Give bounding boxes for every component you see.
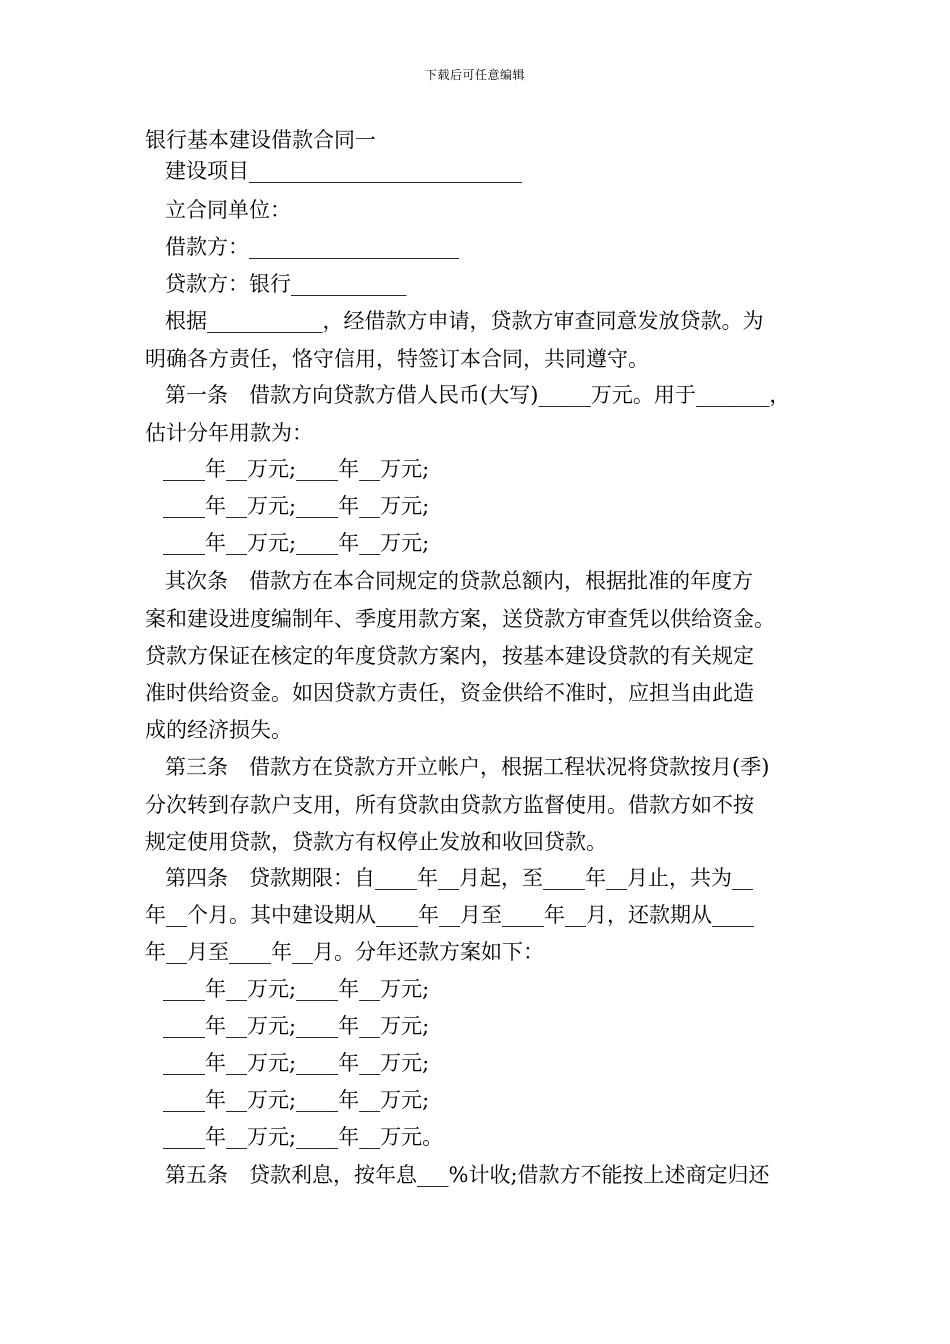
article-1-line: 第一条 借款方向贷款方借人民币(大写)_____万元。用于_______， [165, 383, 791, 407]
article-3-line: 分次转到存款户支用，所有贷款由贷款方监督使用。借款方如不按 [145, 793, 754, 817]
schedule-line: ____年__万元;____年__万元; [163, 531, 430, 555]
repayment-line: ____年__万元;____年__万元。 [163, 1125, 444, 1149]
article-2-line: 案和建设进度编制年、季度用款方案，送贷款方审查凭以供给资金。 [145, 607, 775, 631]
article-2-line: 准时供给资金。如因贷款方责任，资金供给不准时，应担当由此造 [145, 681, 754, 705]
article-3-line: 第三条 借款方在贷款方开立帐户，根据工程状况将贷款按月(季) [165, 755, 770, 779]
repayment-line: ____年__万元;____年__万元; [163, 1014, 430, 1038]
schedule-line: ____年__万元;____年__万元; [163, 494, 430, 518]
article-4-line: 第四条 贷款期限：自____年__月起，至____年__月止，共为__ [165, 866, 753, 890]
page-header: 下载后可任意编辑 [424, 68, 525, 82]
article-2-line: 成的经济损失。 [145, 718, 292, 742]
article-2-line: 贷款方保证在核定的年度贷款方案内，按基本建设贷款的有关规定 [145, 644, 754, 668]
project-line: 建设项目__________________________ [165, 159, 522, 183]
preamble-line: 明确各方责任，恪守信用，特签订本合同，共同遵守。 [145, 347, 649, 371]
lender-line: 贷款方：银行___________ [165, 272, 407, 296]
preamble-line: 根据___________，经借款方申请，贷款方审查同意发放贷款。为 [165, 309, 764, 333]
article-2-line: 其次条 借款方在本合同规定的贷款总额内，根据批准的年度方 [165, 569, 753, 593]
repayment-line: ____年__万元;____年__万元; [163, 977, 430, 1001]
schedule-line: ____年__万元;____年__万元; [163, 457, 430, 481]
borrower-line: 借款方：____________________ [165, 235, 459, 259]
article-4-line: 年__个月。其中建设期从____年__月至____年__月，还款期从____ [145, 903, 754, 927]
parties-heading: 立合同单位： [165, 198, 291, 222]
article-1-line: 估计分年用款为： [145, 421, 313, 445]
article-5-line: 第五条 贷款利息，按年息___%计收;借款方不能按上述商定归还 [165, 1163, 770, 1187]
repayment-line: ____年__万元;____年__万元; [163, 1051, 430, 1075]
article-3-line: 规定使用贷款，贷款方有权停止发放和收回贷款。 [145, 830, 607, 854]
document-title: 银行基本建设借款合同一 [145, 128, 376, 152]
article-4-line: 年__月至____年__月。分年还款方案如下： [145, 940, 544, 964]
repayment-line: ____年__万元;____年__万元; [163, 1088, 430, 1112]
